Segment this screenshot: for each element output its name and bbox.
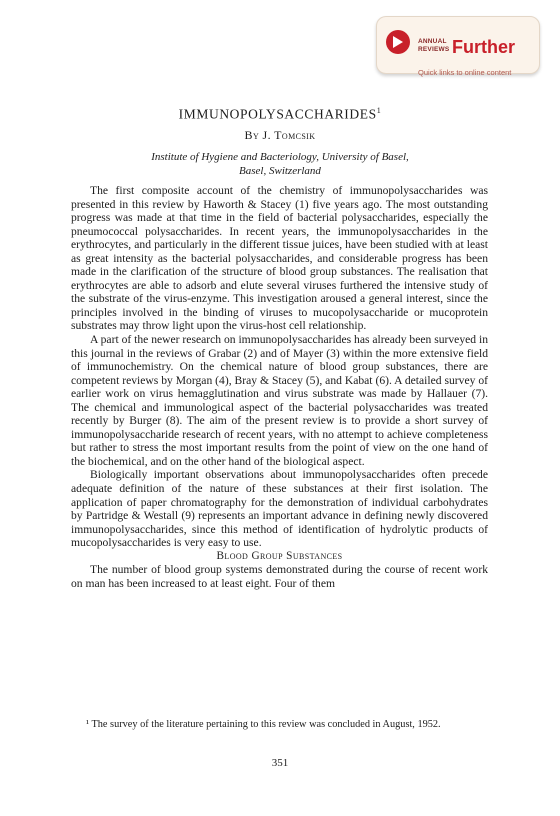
paragraph-1: The first composite account of the chemistry of immunopolysaccharides was presented in this review by Haworth & Stacey (1) five years ago. The most outstanding progress was made at that time in the field of bacterial polysaccharides, especially the pneumococcal polysaccharides. In recent years, the immunopolysaccharides in the erythrocytes, and particularly in the different tissue juices, have been studied with at least as great intensity as the bacterial polysaccharides, and considerable progress has been made in the clarification of the structure of blood group substances. The realisation that erythrocytes are able to adsorb and elute several viruses furthered the intensive study of the substrate of the virus-enzyme. This investigation aroused a general interest, since the principles involved in the binding of viruses to mucopolysaccharide or mucoprotein substrates may throw light upon the virus-host cell relationship. xyxy=(71,184,488,333)
article-title xyxy=(0,106,560,123)
further-label: Further xyxy=(452,37,515,57)
paragraph-3: Biologically important observations about immunopolysaccharides often precede adequate definition of the nature of these substances at their first isolation. The application of paper chromatography for the demonstration of individual carbohydrates by Partridge & Westall (9) represents an important advance in defining newly discovered immunopolysaccharides, since this method of identification of hydrolytic products of mucopolysaccharides is very easy to use. xyxy=(71,468,488,550)
play-arrow-icon xyxy=(386,30,410,54)
affiliation-line-1: Institute of Hygiene and Bacteriology, University of Basel, xyxy=(151,151,409,163)
title-footnote-mark[interactable]: 1 xyxy=(376,106,382,115)
further-badge[interactable] xyxy=(376,16,540,77)
article-body xyxy=(71,184,488,590)
paragraph-4: The number of blood group systems demonstrated during the course of recent work on man has been increased to at least eight. Four of them xyxy=(71,563,488,590)
quick-links-text: Quick links to online content xyxy=(418,68,512,77)
footnote: ¹ The survey of the literature pertaining to this review was concluded in August, 1952. xyxy=(86,719,441,730)
logo-reviews-text: REVIEWS xyxy=(418,45,450,53)
annual-reviews-logo xyxy=(418,38,449,53)
logo-annual-text: ANNUAL xyxy=(418,38,447,45)
article-title-text: IMMUNOPOLYSACCHARIDES xyxy=(178,106,377,122)
section-heading: Blood Group Substances xyxy=(216,549,343,562)
paragraph-2: A part of the newer research on immunopolysaccharides has already been surveyed in this journal in the reviews of Grabar (2) and of Mayer (3) within the more extensive field of immunochemistry. On the chemical nature of blood group substances, there are competent reviews by Morgan (4), Bray & Stacey (5), and Kabat (6). A detailed survey of earlier work on virus hemagglutination and virus substrate was made by Hallauer (7). The chemical and immunological aspect of the bacterial polysaccharides was treated recently by Burger (8). The aim of the present review is to provide a short survey of immunopolysaccharide research of recent years, with no attempt to achieve completeness but rather to stress the most important results from the point of view on the one hand of the biochemical, and on the other hand of the biological aspect. xyxy=(71,333,488,468)
page-number: 351 xyxy=(271,757,289,769)
affiliation xyxy=(0,150,560,178)
author-line: By J. Tomcsik xyxy=(244,128,316,142)
affiliation-line-2: Basel, Switzerland xyxy=(239,165,321,177)
